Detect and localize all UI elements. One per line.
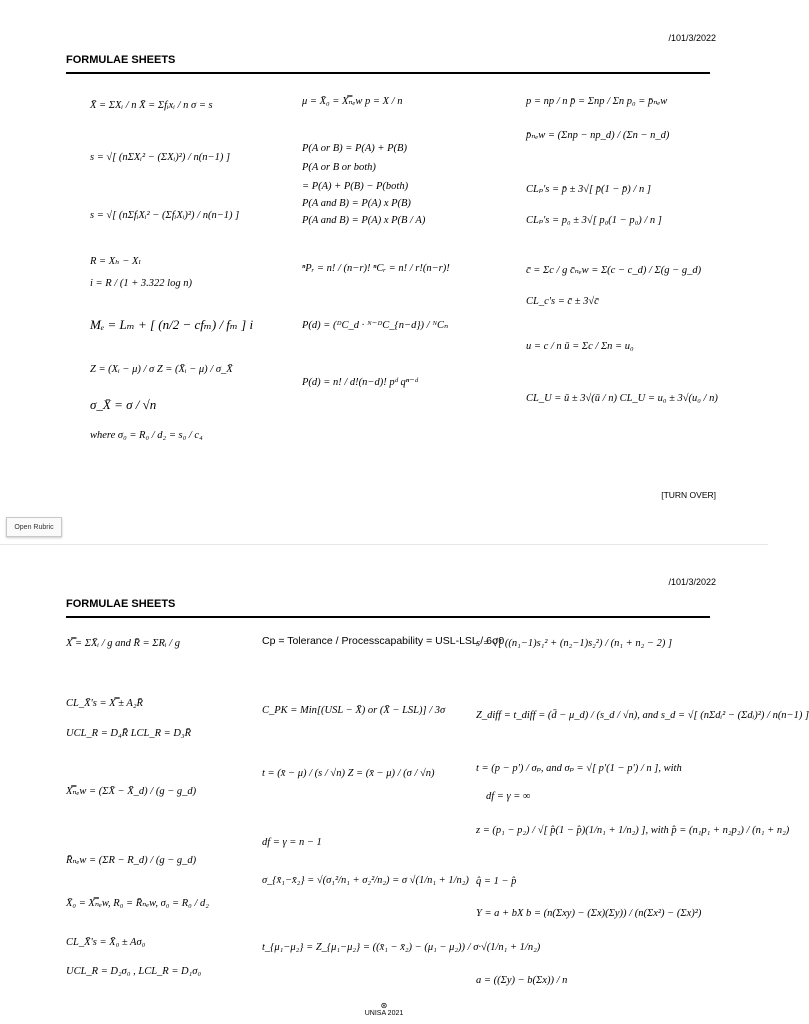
- formula-pooled-s: s = √[ ((n₁−1)s₁² + (n₂−1)s₂²) / (n₁ + n₂ − 2) ]: [476, 638, 673, 649]
- formula-regression-a: a = ((Σy) − b(Σx)) / n: [476, 975, 568, 986]
- formula-cp: Cp = Tolerance / Processcapability = USL-LSL / 6σ0: [262, 635, 505, 647]
- formula-t-mu-diff: t_{μ₁−μ₂} = Z_{μ₁−μ₂} = ((x̄₁ − x̄₂) − (μ₁ − μ₂)) / σ·√(1/n₁ + 1/n₂): [262, 942, 541, 953]
- formula-binomial: P(d) = n! / d!(n−d)! pᵈ qⁿ⁻ᵈ: [302, 377, 418, 388]
- formula-q-hat: q̂ = 1 − p̂: [476, 876, 517, 887]
- formula-cl-xbar: CL_X̄'s = X̿ ± A₂R̄: [66, 698, 143, 709]
- open-rubric-button[interactable]: Open Rubric: [6, 517, 62, 537]
- formula-standards: X̄₀ = X̿ₙₑw, R₀ = R̄ₙₑw, σ₀ = R₀ / d₂: [66, 898, 209, 909]
- formula-prob-or: P(A or B) = P(A) + P(B): [302, 143, 407, 154]
- paper-code: /101/3/2022: [668, 577, 716, 587]
- footer-text: UNISA 2021: [364, 1010, 404, 1017]
- formula-mean: X̄ = ΣXᵢ / n X̄ = Σfᵢxᵢ / n σ = s: [90, 100, 213, 111]
- formula-se: σ_X̄ = σ / √n: [90, 397, 157, 412]
- formula-grand-mean: X̿ = ΣX̄ᵢ / g and R̄ = ΣRᵢ / g: [66, 638, 180, 649]
- formula-df-infinite: df = γ = ∞: [486, 791, 531, 802]
- formula-cl-u: CL_U = ū ± 3√(ū / n) CL_U = u₀ ± 3√(u₀ / n): [526, 393, 718, 404]
- formula-proportion: p = np / n p̄ = Σnp / Σn p₀ = p̄ₙₑw: [526, 96, 668, 107]
- formula-p-new: p̄ₙₑw = (Σnp − np_d) / (Σn − n_d): [526, 130, 670, 141]
- formula-ucl-lcl-r: UCL_R = D₄R̄ LCL_R = D₃R̄: [66, 728, 192, 739]
- formula-t-z: t = (x̄ − μ) / (s / √n) Z = (x̄ − μ) / (σ / √n): [262, 768, 435, 779]
- formula-prob-conditional: P(A and B) = P(A) x P(B / A): [302, 215, 426, 226]
- page-title: FORMULAE SHEETS: [66, 54, 176, 66]
- formula-cpk: C_PK = Min[(USL − X̄) or (X̄ − LSL)] / 3σ: [262, 705, 446, 716]
- title-rule: [66, 616, 710, 618]
- formula-permutation-combination: ⁿPᵣ = n! / (n−r)! ⁿCᵣ = n! / r!(n−r)!: [302, 263, 450, 274]
- formula-u: u = c / n ū = Σc / Σn = u₀: [526, 341, 634, 352]
- formula-prob-both: = P(A) + P(B) − P(both): [302, 181, 409, 192]
- formula-sigma0: where σ₀ = R₀ / d₂ = s₀ / c₄: [90, 430, 203, 441]
- formula-cl-p: CLₚ's = p̄ ± 3√[ p̄(1 − p̄) / n ]: [526, 184, 651, 195]
- formula-regression-b: Y = a + bX b = (n(Σxy) − (Σx)(Σy)) / (n(Σx²) − (Σx)²): [476, 908, 702, 919]
- formula-t-proportion: t = (p − p') / σₚ, and σₚ = √[ p'(1 − p') / n ], with: [476, 763, 682, 774]
- formula-rbar-new: R̄ₙₑw = (ΣR − R_d) / (g − g_d): [66, 855, 197, 866]
- paper-code: /101/3/2022: [668, 33, 716, 43]
- formula-cl-xbar-std: CL_X̄'s = X̄₀ ± Aσ₀: [66, 937, 146, 948]
- formula-z-diff: Z_diff = t_diff = (d̄ − μ_d) / (s_d / √n), and s_d = √[ (nΣdᵢ² − (Σdᵢ)²) / n(n−1) ]: [476, 710, 809, 721]
- formula-z: Z = (Xᵢ − μ) / σ Z = (X̄ᵢ − μ) / σ_X̄: [90, 364, 233, 375]
- formula-sd: s = √[ (nΣXᵢ² − (ΣXᵢ)²) / n(n−1) ]: [90, 152, 231, 163]
- formula-prob-and: P(A and B) = P(A) x P(B): [302, 198, 411, 209]
- formula-xbar-new: X̿ₙₑw = (ΣX̄ − X̄_d) / (g − g_d): [66, 786, 197, 797]
- page-title: FORMULAE SHEETS: [66, 598, 176, 610]
- formula-cl-c: CL_c's = c̄ ± 3√c̄: [526, 296, 599, 307]
- formula-median: Mₑ = Lₘ + [ (n/2 − cfₘ) / fₘ ] i: [90, 317, 254, 332]
- formula-df: df = γ = n − 1: [262, 837, 322, 848]
- formula-hypergeometric: P(d) = (ᴰC_d · ᴺ⁻ᴰC_{n−d}) / ᴺCₙ: [302, 320, 449, 331]
- copyright-icon: ⊛: [380, 1001, 388, 1010]
- formula-sd-grouped: s = √[ (nΣfᵢXᵢ² − (ΣfᵢXᵢ)²) / n(n−1) ]: [90, 210, 240, 221]
- formula-class-interval: i = R / (1 + 3.322 log n): [90, 278, 192, 289]
- formula-z-two-proportions: z = (p₁ − p₂) / √[ p̂(1 − p̂)(1/n₁ + 1/n₂) ], with p̂ = (n₁p₁ + n₂p₂) / (n₁ + n₂): [476, 825, 790, 836]
- formula-cl-p0: CLₚ's = p₀ ± 3√[ p₀(1 − p₀) / n ]: [526, 215, 662, 226]
- footer: [0, 1002, 768, 1017]
- formula-range: R = Xₕ − Xₗ: [90, 256, 142, 267]
- formula-sigma-diff: σ_{x̄₁−x̄₂} = √(σ₁²/n₁ + σ₂²/n₂) = σ √(1/n₁ + 1/n₂): [262, 875, 469, 886]
- formula-prob-or-both: P(A or B or both): [302, 162, 376, 173]
- formula-mu: μ = X̄₀ = X̿ₙₑw p = X / n: [302, 96, 403, 107]
- formula-ucl-lcl-std: UCL_R = D₂σ₀ , LCL_R = D₁σ₀: [66, 966, 202, 977]
- turn-over-note: [TURN OVER]: [661, 490, 716, 500]
- formula-c-bar: c̄ = Σc / g c̄ₙₑw = Σ(c − c_d) / Σ(g − g_d): [526, 265, 702, 276]
